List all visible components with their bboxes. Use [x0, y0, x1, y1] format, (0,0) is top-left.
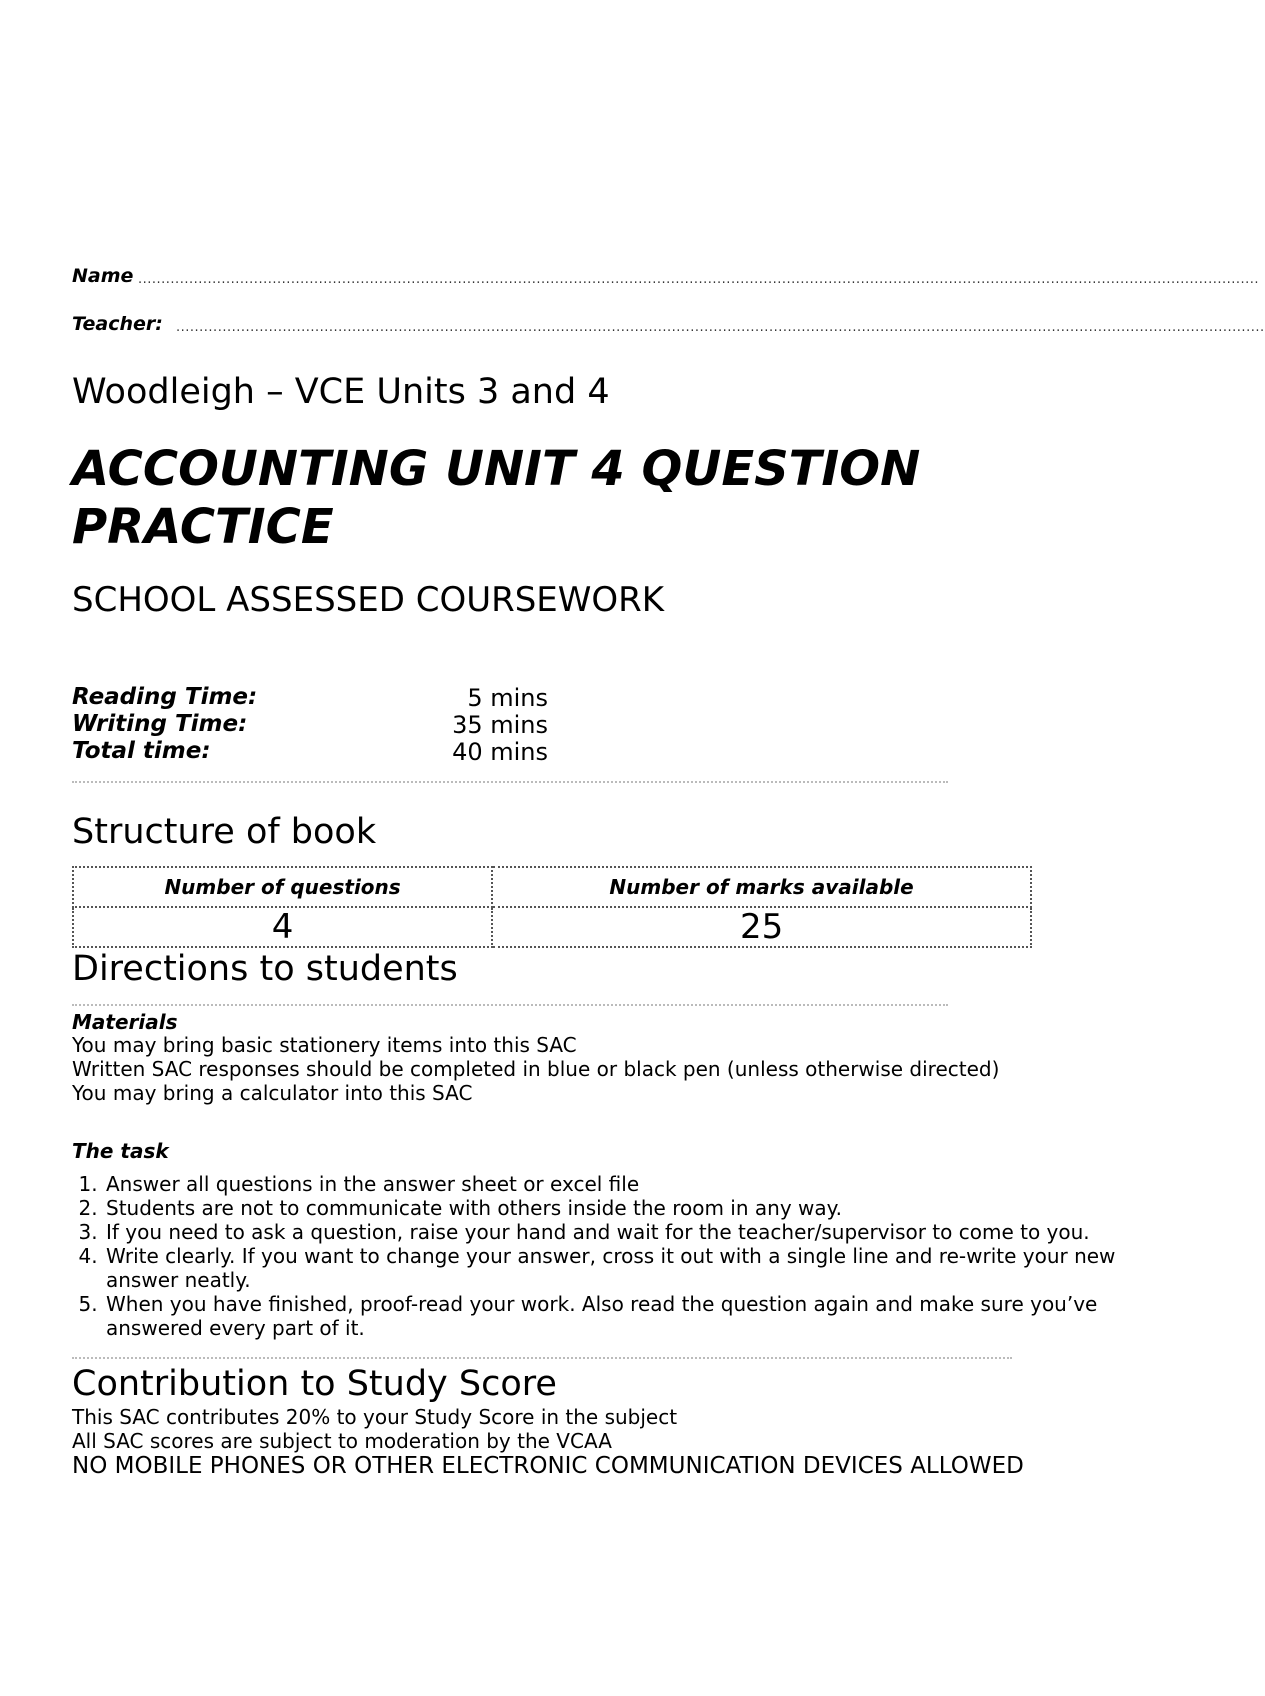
- separator-3: [72, 1357, 1012, 1359]
- writing-time-label: Writing Time:: [72, 711, 248, 737]
- task-item: 2. Students are not to communicate with others inside the room in any way.: [104, 1196, 1184, 1220]
- name-label: Name: [72, 265, 134, 287]
- task-item: 5. When you have finished, proof-read your work. Also read the question again and make sure you’ve answered every part of it.: [104, 1292, 1184, 1340]
- structure-heading: Structure of book: [72, 812, 377, 852]
- task-heading: The task: [72, 1139, 169, 1163]
- questions-count-header: Number of questions: [73, 867, 492, 907]
- reading-time-value: 5 mins: [467, 684, 548, 712]
- task-item: 4. Write clearly. If you want to change your answer, cross it out with a single line and re-write your new answer neatly.: [104, 1244, 1184, 1292]
- materials-item-2: Written SAC responses should be completed in blue or black pen (unless otherwise directed): [72, 1057, 1000, 1081]
- total-time-value: 40 mins: [452, 738, 548, 766]
- total-time-label: Total time:: [72, 738, 211, 764]
- marks-available-header: Number of marks available: [492, 867, 1031, 907]
- writing-time-value: 35 mins: [452, 711, 548, 739]
- name-dotted-line: ..................................................................................................................................................................................................................................................: [138, 272, 1260, 287]
- teacher-dotted-line: ...........................................................................................................................................................................................................................................: [176, 320, 1265, 335]
- document-title: ACCOUNTING UNIT 4 QUESTION PRACTICE: [72, 441, 921, 555]
- teacher-label: Teacher:: [72, 313, 163, 335]
- materials-item-1: You may bring basic stationery items into this SAC: [72, 1033, 577, 1057]
- questions-count-value: 4: [73, 907, 492, 947]
- task-list: [72, 1172, 1184, 1340]
- materials-item-3: You may bring a calculator into this SAC: [72, 1081, 473, 1105]
- materials-heading: Materials: [72, 1010, 178, 1034]
- structure-table: [72, 866, 1032, 948]
- task-item: 1. Answer all questions in the answer sheet or excel file: [104, 1172, 1184, 1196]
- separator-2: [72, 1004, 948, 1006]
- device-notice: NO MOBILE PHONES OR OTHER ELECTRONIC COMMUNICATION DEVICES ALLOWED: [72, 1453, 1024, 1479]
- contribution-line-1: This SAC contributes 20% to your Study Score in the subject: [72, 1405, 678, 1429]
- separator-1: [72, 781, 948, 783]
- school-line: Woodleigh – VCE Units 3 and 4: [72, 372, 610, 412]
- contribution-line-2: All SAC scores are subject to moderation by the VCAA: [72, 1429, 612, 1453]
- contribution-heading: Contribution to Study Score: [72, 1364, 557, 1404]
- directions-heading: Directions to students: [72, 949, 458, 989]
- document-subtitle: SCHOOL ASSESSED COURSEWORK: [72, 580, 665, 620]
- task-item: 3. If you need to ask a question, raise your hand and wait for the teacher/supervisor to come to you.: [104, 1220, 1184, 1244]
- reading-time-label: Reading Time:: [72, 684, 258, 710]
- marks-available-value: 25: [492, 907, 1031, 947]
